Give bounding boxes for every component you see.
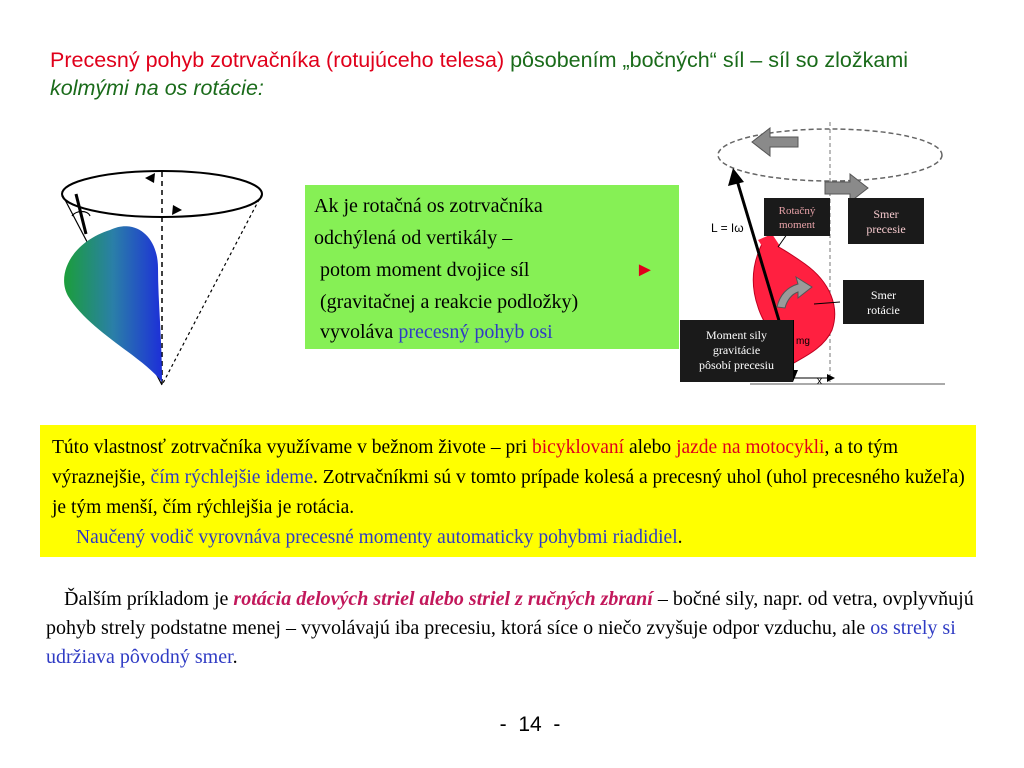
box-line-4: (gravitačnej a reakcie podložky) bbox=[320, 291, 579, 313]
box-line-5: vyvoláva precesný pohyb osi bbox=[320, 321, 553, 343]
rotacny-moment-label: Rotačný moment bbox=[778, 205, 816, 231]
box-line-1: Ak je rotačná os zotrvačníka bbox=[314, 195, 543, 217]
box-line-2: odchýlená od vertikály – bbox=[314, 227, 513, 249]
precession-explanation-box bbox=[305, 185, 679, 349]
gyroscope-diagram bbox=[680, 112, 950, 392]
slide-title bbox=[50, 46, 990, 102]
x-label: x bbox=[817, 376, 822, 387]
smer-precesie-label: Smer precesie bbox=[866, 207, 906, 236]
precession-cone-diagram bbox=[50, 150, 290, 400]
smer-rotacie-label: Smer rotácie bbox=[867, 288, 900, 317]
title-part1: Precesný pohyb zotrvačníka (rotujúceho telesa) bbox=[50, 48, 505, 72]
box-line-3: potom moment dvojice síl bbox=[320, 259, 530, 281]
mg-label: mg bbox=[796, 336, 810, 347]
everyday-example-box bbox=[40, 425, 976, 557]
everyday-example-text: Túto vlastnosť zotrvačníka využívame v bežnom živote – pri bicyklovaní alebo jazde na motocykli, a to tým výraznejšie, čím rýchlejšie ideme. Zotrvačníkmi sú v tomto prípade kolesá a precesný uhol (uhol precesného kužeľa) je tým menší, čím rýchlejšia je rotácia. Naučený vodič vyrovnáva precesné momenty automaticky pohybmi riadidiel. bbox=[52, 437, 965, 548]
arrow-right-icon: ► bbox=[635, 259, 655, 281]
title-part2: pôsobením „bočných“ síl – síl so zložkami bbox=[504, 48, 909, 72]
moment-sily-label: Moment sily gravitácie pôsobí precesiu bbox=[699, 328, 774, 372]
projectile-paragraph: Ďalším príkladom je rotácia delových striel alebo striel z ručných zbraní – bočné sily, napr. od vetra, ovplyvňujú pohyb strely podstatne menej – vyvolávajú iba precesiu, ktorá síce o niečo zvyšuje odpor vzduchu, ale os strely si udržiava pôvodný smer. bbox=[46, 588, 974, 668]
title-part3: kolmými na os rotácie: bbox=[50, 76, 264, 100]
angular-momentum-label: L = Iω bbox=[711, 221, 744, 235]
page-number: - 14 - bbox=[499, 713, 561, 736]
